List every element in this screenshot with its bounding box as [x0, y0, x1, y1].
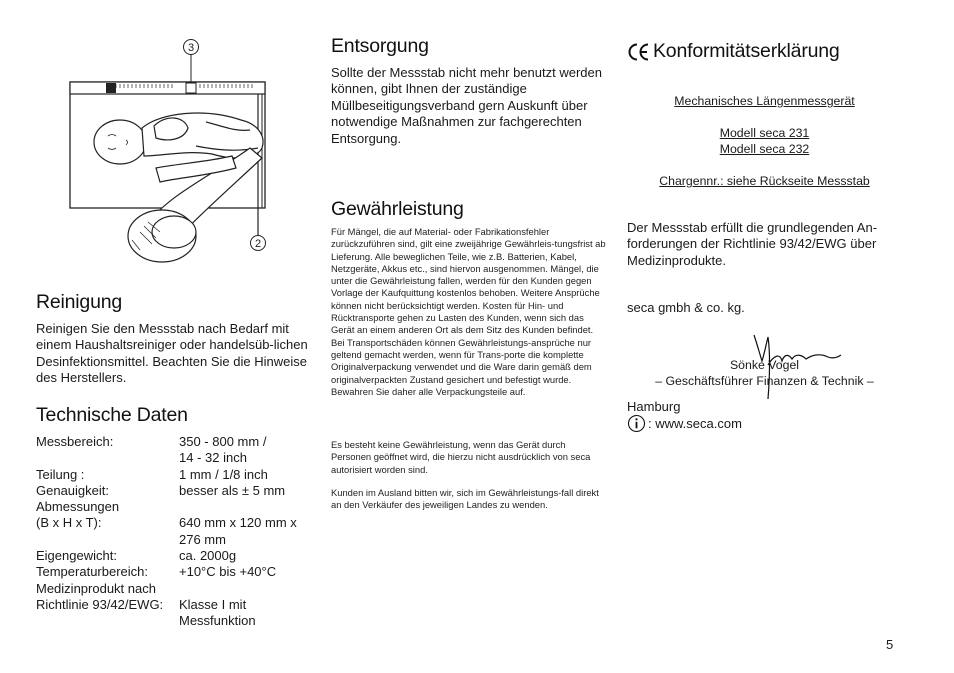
tech-value: +10°C bis +40°C [179, 564, 277, 580]
tech-row [36, 581, 316, 597]
page-number: 5 [886, 637, 894, 652]
tech-value [179, 581, 316, 597]
company-name: seca gmbh & co. kg. [627, 300, 745, 315]
reinigung-heading: Reinigung [36, 291, 123, 313]
batch-number: Chargennr.: siehe Rückseite Messstab [659, 174, 870, 188]
technische-daten-table [36, 434, 316, 630]
tech-value: 640 mm x 120 mm x 276 mm [179, 515, 297, 547]
model-list [627, 125, 902, 157]
tech-label: Teilung : [36, 466, 85, 482]
tech-label: (B x H x T): [36, 515, 102, 531]
konformitaet-title: Konformitätserklärung [653, 40, 840, 62]
tech-value: besser als ± 5 mm [179, 482, 286, 498]
tech-value: 350 - 800 mm / 14 - 32 inch [179, 434, 267, 466]
tech-row [36, 548, 316, 564]
tech-label: Eigengewicht: [36, 548, 117, 564]
entsorgung-text: Sollte der Messstab nicht mehr benutzt werden können, gibt Ihnen der zuständige Müllbeseitigungsverband gern Auskunft über notwendige Maßnahmen zur fachgerechten Entsorgung. [331, 65, 602, 146]
tech-label: Genauigkeit: [36, 482, 109, 498]
tech-row [36, 499, 316, 515]
callout-3: 3 [187, 42, 195, 54]
tech-label: Temperaturbereich: [36, 564, 148, 580]
gewaehrleistung-paragraph-3: Kunden im Ausland bitten wir, sich im Gewährleistungs-fall direkt an den Verkäufer des jeweiligen Landes zu wenden. [331, 487, 599, 511]
konformitaet-heading [627, 40, 840, 63]
usage-illustration [36, 36, 280, 264]
tech-value: ca. 2000g [179, 548, 237, 564]
tech-label: Messbereich: [36, 434, 114, 449]
tech-row [36, 483, 316, 499]
city: Hamburg [627, 399, 681, 414]
tech-row [36, 434, 316, 467]
info-icon [627, 414, 646, 433]
product-name: Mechanisches Längenmessgerät [674, 94, 855, 108]
website-row [627, 414, 742, 433]
gewaehrleistung-paragraph-1: Für Mängel, die auf Material- oder Fabrikationsfehler zurückzuführen sind, gilt eine zweijährige Gewährleis-tungsfrist ab Lieferung. Alle beweglichen Teile, wie z.B. Batterien, Kabel, Netzgeräte, Akkus etc., sind hiervon ausgenommen. Mängel, die unter die Gewährleistung fallen, werden für den Kunden gegen Vorlage der Kaufquittung kostenlos behoben. Weitere Ansprüche können nicht berücksichtigt werden. Kosten für Hin- und Rücktransporte gehen zu Lasten des Kunden, wenn sich das Gerät an einem anderen Ort als dem Sitz des Kunden befindet. Bei Transportschäden können Gewährleistungs-ansprüche nur geltend gemacht werden, wenn für Trans-porte die komplette Originalverpackung verwendet und die Ware darin gemäß dem originalverpackten Zustand gesichert und befestigt wurde. Bewahren Sie daher alle Verpackungsteile auf. [331, 226, 606, 397]
website-link[interactable]: : www.seca.com [648, 416, 742, 431]
tech-label: Richtlinie 93/42/EWG: [36, 596, 164, 612]
tech-row [36, 467, 316, 483]
model-231: Modell seca 231 [719, 126, 810, 140]
konformitaet-text: Der Messstab erfüllt die grundlegenden An-forderungen der Richtlinie 93/42/EWG über Medizinprodukte. [627, 220, 878, 268]
tech-label: Medizinprodukt nach [36, 580, 156, 596]
tech-value [179, 499, 316, 515]
tech-row [36, 515, 316, 548]
callout-2: 2 [254, 238, 262, 250]
technische-daten-heading: Technische Daten [36, 404, 188, 426]
tech-label: Abmessungen [36, 499, 120, 515]
gewaehrleistung-heading: Gewährleistung [331, 198, 464, 220]
gewaehrleistung-paragraph-2: Es besteht keine Gewährleistung, wenn das Gerät durch Personen geöffnet wird, die hierzu nicht ausdrücklich von seca autorisiert worden sind. [331, 439, 591, 475]
reinigung-text: Reinigen Sie den Messstab nach Bedarf mit einem Haushaltsreiniger oder handelsüb-lichen Desinfektionsmittel. Beachten Sie die Hinweise des Herstellers. [36, 321, 308, 386]
entsorgung-heading: Entsorgung [331, 35, 429, 57]
tech-row [36, 564, 316, 580]
model-232: Modell seca 232 [719, 142, 810, 156]
tech-value: Klasse I mit Messfunktion [179, 596, 256, 629]
signer-title: – Geschäftsführer Finanzen & Technik – [655, 374, 874, 388]
tech-value: 1 mm / 1/8 inch [179, 466, 268, 482]
ce-mark-icon [627, 42, 651, 62]
signer-name: Sönke Vogel [729, 358, 800, 372]
tech-row [36, 597, 316, 630]
